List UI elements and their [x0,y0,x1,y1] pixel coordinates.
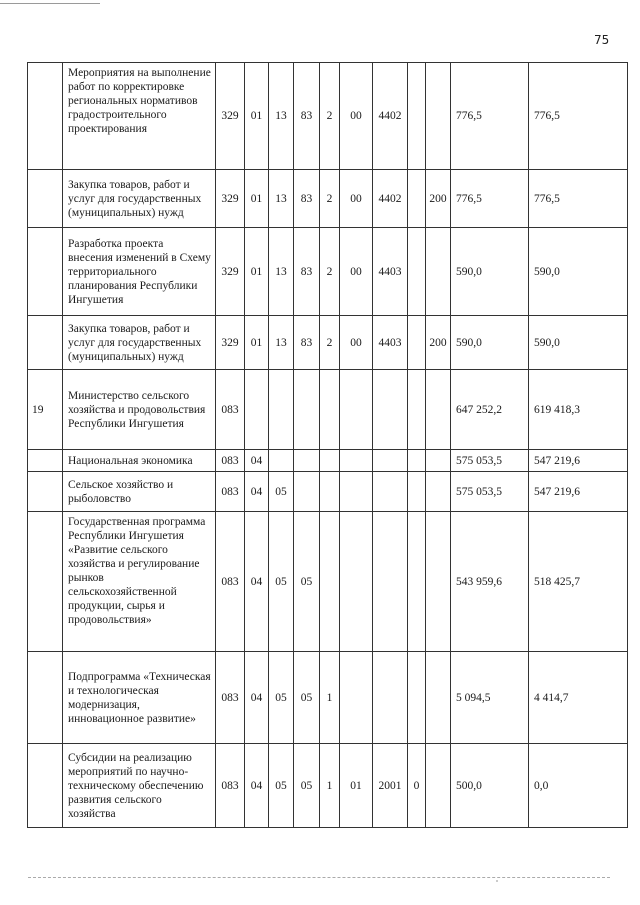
expense-type-code-cell [426,450,451,472]
amount-year2-cell: 547 219,6 [529,472,628,512]
direction-code-cell: 4403 [373,228,408,316]
direction-code-cell [373,512,408,652]
subprogram-code-cell: 1 [320,652,340,744]
ministry-code-cell: 329 [216,170,245,228]
program-code-cell: 83 [294,228,320,316]
direction-code-cell: 4402 [373,63,408,170]
event-group-code-cell: 00 [340,228,373,316]
ministry-code-cell: 083 [216,472,245,512]
budget-table-body [28,63,628,828]
table-row [28,512,628,652]
expense-type-code-cell: 200 [426,170,451,228]
subprogram-code-cell [320,370,340,450]
expense-type-code-cell [426,472,451,512]
program-code-cell: 83 [294,316,320,370]
amount-year1-cell: 5 094,5 [451,652,529,744]
section-code-cell: 01 [245,316,269,370]
subsection-code-cell [269,450,294,472]
section-code-cell: 01 [245,63,269,170]
subsection-code-cell: 05 [269,652,294,744]
subprogram-code-cell [320,472,340,512]
amount-year1-cell: 590,0 [451,228,529,316]
extra-code-cell [408,450,426,472]
table-row [28,170,628,228]
amount-year1-cell: 776,5 [451,170,529,228]
section-code-cell: 04 [245,512,269,652]
budget-table [27,62,628,828]
amount-year2-cell: 590,0 [529,228,628,316]
subprogram-code-cell: 1 [320,744,340,828]
program-code-cell [294,472,320,512]
row-name-cell: Сельское хозяйство и рыболовство [63,472,216,512]
extra-code-cell: 0 [408,744,426,828]
bottom-edge-line [28,877,610,878]
program-code-cell: 83 [294,170,320,228]
table-row [28,63,628,170]
row-name-cell: Закупка товаров, работ и услуг для государственных (муниципальных) нужд [63,170,216,228]
row-index-cell [28,512,63,652]
amount-year1-cell: 575 053,5 [451,450,529,472]
row-name-cell: Государственная программа Республики Ингушетия «Развитие сельского хозяйства и регулирование рынков сельскохозяйственной продукции, сырья и продовольствия» [63,512,216,652]
row-name-cell: Закупка товаров, работ и услуг для государственных (муниципальных) нужд [63,316,216,370]
event-group-code-cell: 01 [340,744,373,828]
amount-year2-cell: 547 219,6 [529,450,628,472]
row-name-cell: Национальная экономика [63,450,216,472]
amount-year1-cell: 543 959,6 [451,512,529,652]
direction-code-cell: 4402 [373,170,408,228]
subsection-code-cell: 13 [269,228,294,316]
row-index-cell [28,744,63,828]
subprogram-code-cell: 2 [320,228,340,316]
extra-code-cell [408,512,426,652]
section-code-cell: 04 [245,744,269,828]
row-index-cell [28,63,63,170]
direction-code-cell: 2001 [373,744,408,828]
event-group-code-cell [340,472,373,512]
direction-code-cell [373,370,408,450]
expense-type-code-cell: 200 [426,316,451,370]
scan-speck [496,880,498,882]
subsection-code-cell [269,370,294,450]
subsection-code-cell: 13 [269,170,294,228]
subsection-code-cell: 05 [269,744,294,828]
amount-year2-cell: 619 418,3 [529,370,628,450]
amount-year2-cell: 776,5 [529,170,628,228]
row-name-cell: Разработка проекта внесения изменений в Схему территориального планирования Республики Ингушетия [63,228,216,316]
program-code-cell: 05 [294,512,320,652]
extra-code-cell [408,63,426,170]
extra-code-cell [408,170,426,228]
table-row [28,744,628,828]
event-group-code-cell [340,450,373,472]
section-code-cell [245,370,269,450]
event-group-code-cell: 00 [340,63,373,170]
subprogram-code-cell [320,450,340,472]
table-row [28,370,628,450]
row-name-cell: Субсидии на реализацию мероприятий по научно-техническому обеспечению развития сельского хозяйства [63,744,216,828]
amount-year1-cell: 647 252,2 [451,370,529,450]
expense-type-code-cell [426,63,451,170]
amount-year2-cell: 590,0 [529,316,628,370]
table-row [28,316,628,370]
ministry-code-cell: 083 [216,450,245,472]
extra-code-cell [408,316,426,370]
direction-code-cell [373,472,408,512]
row-index-cell: 19 [28,370,63,450]
section-code-cell: 01 [245,170,269,228]
subsection-code-cell: 13 [269,63,294,170]
row-name-cell: Подпрограмма «Техническая и технологическая модернизация, инновационное развитие» [63,652,216,744]
table-row [28,228,628,316]
program-code-cell: 05 [294,652,320,744]
amount-year2-cell: 518 425,7 [529,512,628,652]
ministry-code-cell: 083 [216,370,245,450]
amount-year2-cell: 4 414,7 [529,652,628,744]
extra-code-cell [408,472,426,512]
program-code-cell [294,450,320,472]
direction-code-cell [373,652,408,744]
row-name-cell: Министерство сельского хозяйства и продовольствия Республики Ингушетия [63,370,216,450]
ministry-code-cell: 083 [216,652,245,744]
section-code-cell: 01 [245,228,269,316]
section-code-cell: 04 [245,472,269,512]
ministry-code-cell: 083 [216,744,245,828]
expense-type-code-cell [426,512,451,652]
program-code-cell: 05 [294,744,320,828]
ministry-code-cell: 329 [216,228,245,316]
expense-type-code-cell [426,370,451,450]
expense-type-code-cell [426,652,451,744]
ministry-code-cell: 083 [216,512,245,652]
row-index-cell [28,450,63,472]
extra-code-cell [408,370,426,450]
subsection-code-cell: 05 [269,512,294,652]
event-group-code-cell [340,370,373,450]
expense-type-code-cell [426,228,451,316]
row-index-cell [28,228,63,316]
ministry-code-cell: 329 [216,63,245,170]
event-group-code-cell: 00 [340,316,373,370]
amount-year1-cell: 500,0 [451,744,529,828]
extra-code-cell [408,228,426,316]
amount-year1-cell: 575 053,5 [451,472,529,512]
subprogram-code-cell: 2 [320,316,340,370]
program-code-cell [294,370,320,450]
row-index-cell [28,170,63,228]
section-code-cell: 04 [245,450,269,472]
page-number: 75 [594,33,610,47]
direction-code-cell [373,450,408,472]
amount-year2-cell: 776,5 [529,63,628,170]
section-code-cell: 04 [245,652,269,744]
table-row [28,450,628,472]
event-group-code-cell: 00 [340,170,373,228]
row-index-cell [28,316,63,370]
amount-year1-cell: 590,0 [451,316,529,370]
row-index-cell [28,652,63,744]
subsection-code-cell: 13 [269,316,294,370]
direction-code-cell: 4403 [373,316,408,370]
extra-code-cell [408,652,426,744]
event-group-code-cell [340,652,373,744]
row-name-cell: Мероприятия на выполнение работ по корректировке региональных нормативов градостроительного проектирования [63,63,216,170]
subsection-code-cell: 05 [269,472,294,512]
table-row [28,652,628,744]
subprogram-code-cell: 2 [320,170,340,228]
expense-type-code-cell [426,744,451,828]
subprogram-code-cell: 2 [320,63,340,170]
top-edge-line [0,3,100,4]
amount-year1-cell: 776,5 [451,63,529,170]
table-row [28,472,628,512]
program-code-cell: 83 [294,63,320,170]
ministry-code-cell: 329 [216,316,245,370]
amount-year2-cell: 0,0 [529,744,628,828]
subprogram-code-cell [320,512,340,652]
row-index-cell [28,472,63,512]
event-group-code-cell [340,512,373,652]
